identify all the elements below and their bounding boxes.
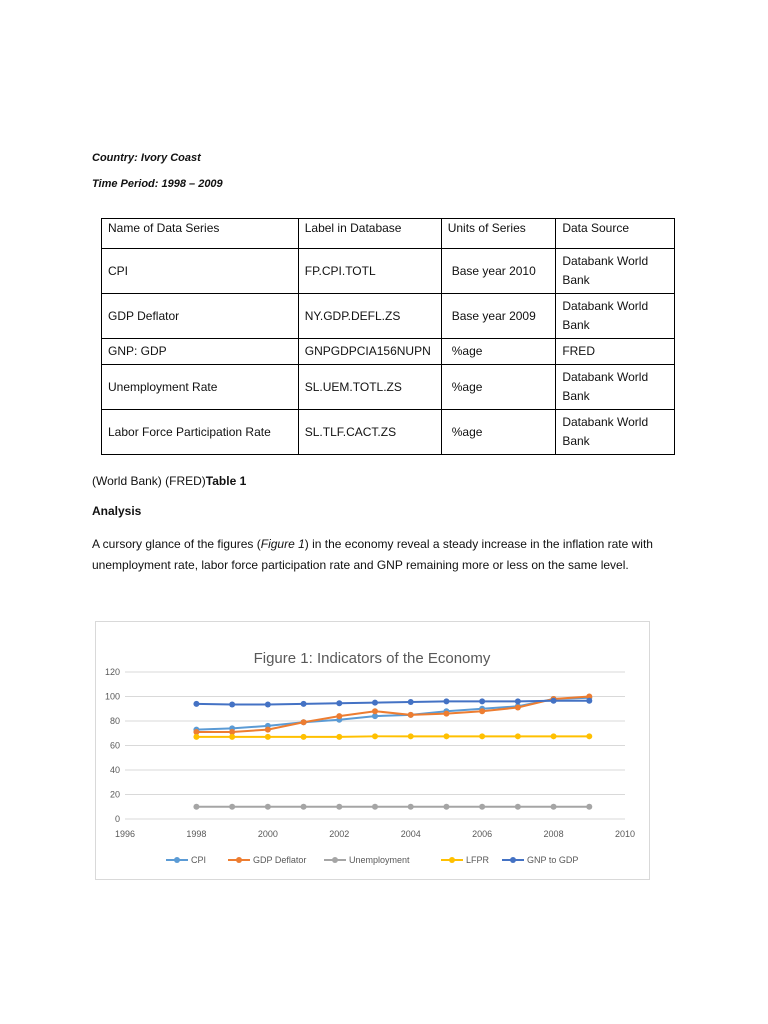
y-tick-label: 0 [114, 814, 120, 824]
data-point-lfpr [301, 734, 307, 740]
legend-marker-lfpr [449, 857, 455, 863]
analysis-paragraph [92, 534, 672, 576]
cell-series-name: GNP: GDP [102, 339, 299, 365]
y-tick-label: 60 [109, 740, 120, 751]
data-point-unemployment [479, 804, 485, 810]
data-point-gdp-deflator [408, 712, 414, 718]
cell-units: %age [441, 365, 556, 410]
data-point-gnp-to-gdp [551, 698, 557, 704]
data-point-gnp-to-gdp [586, 698, 592, 704]
legend-label-cpi: CPI [191, 855, 207, 865]
header-name: Name of Data Series [102, 219, 299, 249]
legend-label-unemployment: Unemployment [349, 855, 410, 865]
caption-sources: (World Bank) (FRED) [92, 474, 206, 488]
cell-db-label: SL.UEM.TOTL.ZS [298, 365, 441, 410]
data-point-lfpr [372, 733, 378, 739]
cell-source: Databank World Bank [556, 410, 675, 455]
cell-db-label: FP.CPI.TOTL [298, 249, 441, 294]
data-point-gnp-to-gdp [515, 698, 521, 704]
series-line-lfpr [196, 736, 589, 737]
country-value: Ivory Coast [140, 152, 201, 164]
chart-svg [96, 622, 649, 879]
x-tick-label: 2000 [257, 829, 278, 839]
data-point-gnp-to-gdp [193, 701, 199, 707]
period-label: Time Period: [92, 178, 159, 190]
table-row [102, 249, 675, 294]
table-row [102, 365, 675, 410]
x-tick-label: 2008 [543, 829, 564, 839]
data-point-unemployment [443, 804, 449, 810]
header-units: Units of Series [441, 219, 556, 249]
y-tick-label: 40 [109, 765, 120, 775]
data-point-lfpr [479, 733, 485, 739]
analysis-text-end: ) in the economy reveal a steady increase in the inflation rate with unemployment rate, labor force participation rate and GNP remaining more or less on the same level. [92, 537, 653, 572]
data-point-gdp-deflator [372, 708, 378, 714]
y-tick-label: 120 [104, 667, 120, 677]
data-point-gnp-to-gdp [301, 701, 307, 707]
legend-marker-cpi [174, 857, 180, 863]
legend-label-gnp-to-gdp: GNP to GDP [527, 855, 579, 865]
x-tick-label: 1998 [186, 829, 207, 839]
y-tick-label: 80 [109, 716, 120, 726]
data-point-unemployment [193, 804, 199, 810]
x-tick-label: 1996 [114, 829, 136, 839]
table-row [102, 294, 675, 339]
cell-units: %age [441, 339, 556, 365]
data-point-gdp-deflator [443, 711, 449, 717]
cell-source: Databank World Bank [556, 294, 675, 339]
data-point-unemployment [515, 804, 521, 810]
cell-series-name: GDP Deflator [102, 294, 299, 339]
data-point-lfpr [515, 733, 521, 739]
x-tick-label: 2002 [329, 829, 350, 839]
table-row [102, 339, 675, 365]
chart-title: Figure 1: Indicators of the Economy [253, 650, 491, 667]
country-label: Country: [92, 152, 138, 164]
analysis-text-start: A cursory glance of the figures ( [92, 537, 261, 551]
y-tick-label: 100 [104, 691, 120, 702]
cell-series-name: Unemployment Rate [102, 365, 299, 410]
x-tick-label: 2004 [400, 829, 421, 839]
data-point-lfpr [265, 734, 271, 740]
cell-series-name: Labor Force Participation Rate [102, 410, 299, 455]
cell-source: Databank World Bank [556, 365, 675, 410]
data-point-gnp-to-gdp [443, 698, 449, 704]
data-point-unemployment [265, 804, 271, 810]
data-point-gnp-to-gdp [229, 701, 235, 707]
cell-units: Base year 2009 [441, 294, 556, 339]
caption-table-number: Table 1 [205, 474, 247, 488]
analysis-figure-ref: Figure 1 [260, 537, 305, 551]
data-point-gnp-to-gdp [336, 700, 342, 706]
data-point-lfpr [586, 733, 592, 739]
legend-marker-unemployment [332, 857, 338, 863]
cell-series-name: CPI [102, 249, 299, 294]
data-point-gdp-deflator [265, 727, 271, 733]
cell-source: FRED [556, 339, 675, 365]
data-point-lfpr [443, 733, 449, 739]
data-point-lfpr [193, 734, 199, 740]
data-point-lfpr [551, 733, 557, 739]
cell-db-label: GNPGDPCIA156NUPN [298, 339, 441, 365]
data-series-table [101, 218, 675, 455]
analysis-heading: Analysis [92, 504, 142, 518]
data-point-lfpr [229, 734, 235, 740]
cell-db-label: NY.GDP.DEFL.ZS [298, 294, 441, 339]
y-tick-label: 20 [109, 789, 120, 800]
time-period-line [92, 178, 223, 190]
cell-source: Databank World Bank [556, 249, 675, 294]
header-source: Data Source [556, 219, 675, 249]
cell-units: Base year 2010 [441, 249, 556, 294]
x-tick-label: 2010 [614, 829, 636, 839]
data-point-unemployment [336, 804, 342, 810]
table-header-row [102, 219, 675, 249]
data-point-gnp-to-gdp [372, 700, 378, 706]
data-point-unemployment [229, 804, 235, 810]
data-point-gdp-deflator [336, 713, 342, 719]
country-line [92, 152, 201, 164]
legend-marker-gnp-to-gdp [510, 857, 516, 863]
legend-label-lfpr: LFPR [466, 855, 490, 865]
header-label: Label in Database [298, 219, 441, 249]
data-point-unemployment [408, 804, 414, 810]
cell-units: %age [441, 410, 556, 455]
cell-db-label: SL.TLF.CACT.ZS [298, 410, 441, 455]
data-point-gnp-to-gdp [408, 699, 414, 705]
table-caption [92, 474, 246, 488]
data-point-gdp-deflator [479, 708, 485, 714]
data-point-unemployment [372, 804, 378, 810]
legend-marker-gdp-deflator [236, 857, 242, 863]
data-point-unemployment [551, 804, 557, 810]
data-point-unemployment [301, 804, 307, 810]
x-tick-label: 2006 [472, 829, 493, 839]
data-point-lfpr [336, 734, 342, 740]
period-value: 1998 – 2009 [161, 178, 223, 190]
data-point-lfpr [408, 733, 414, 739]
data-point-unemployment [586, 804, 592, 810]
table-row [102, 410, 675, 455]
figure-1-chart [95, 621, 650, 880]
legend-label-gdp-deflator: GDP Deflator [253, 855, 307, 865]
data-point-gnp-to-gdp [265, 701, 271, 707]
data-point-gdp-deflator [515, 705, 521, 711]
data-point-gdp-deflator [301, 719, 307, 725]
data-point-gnp-to-gdp [479, 698, 485, 704]
